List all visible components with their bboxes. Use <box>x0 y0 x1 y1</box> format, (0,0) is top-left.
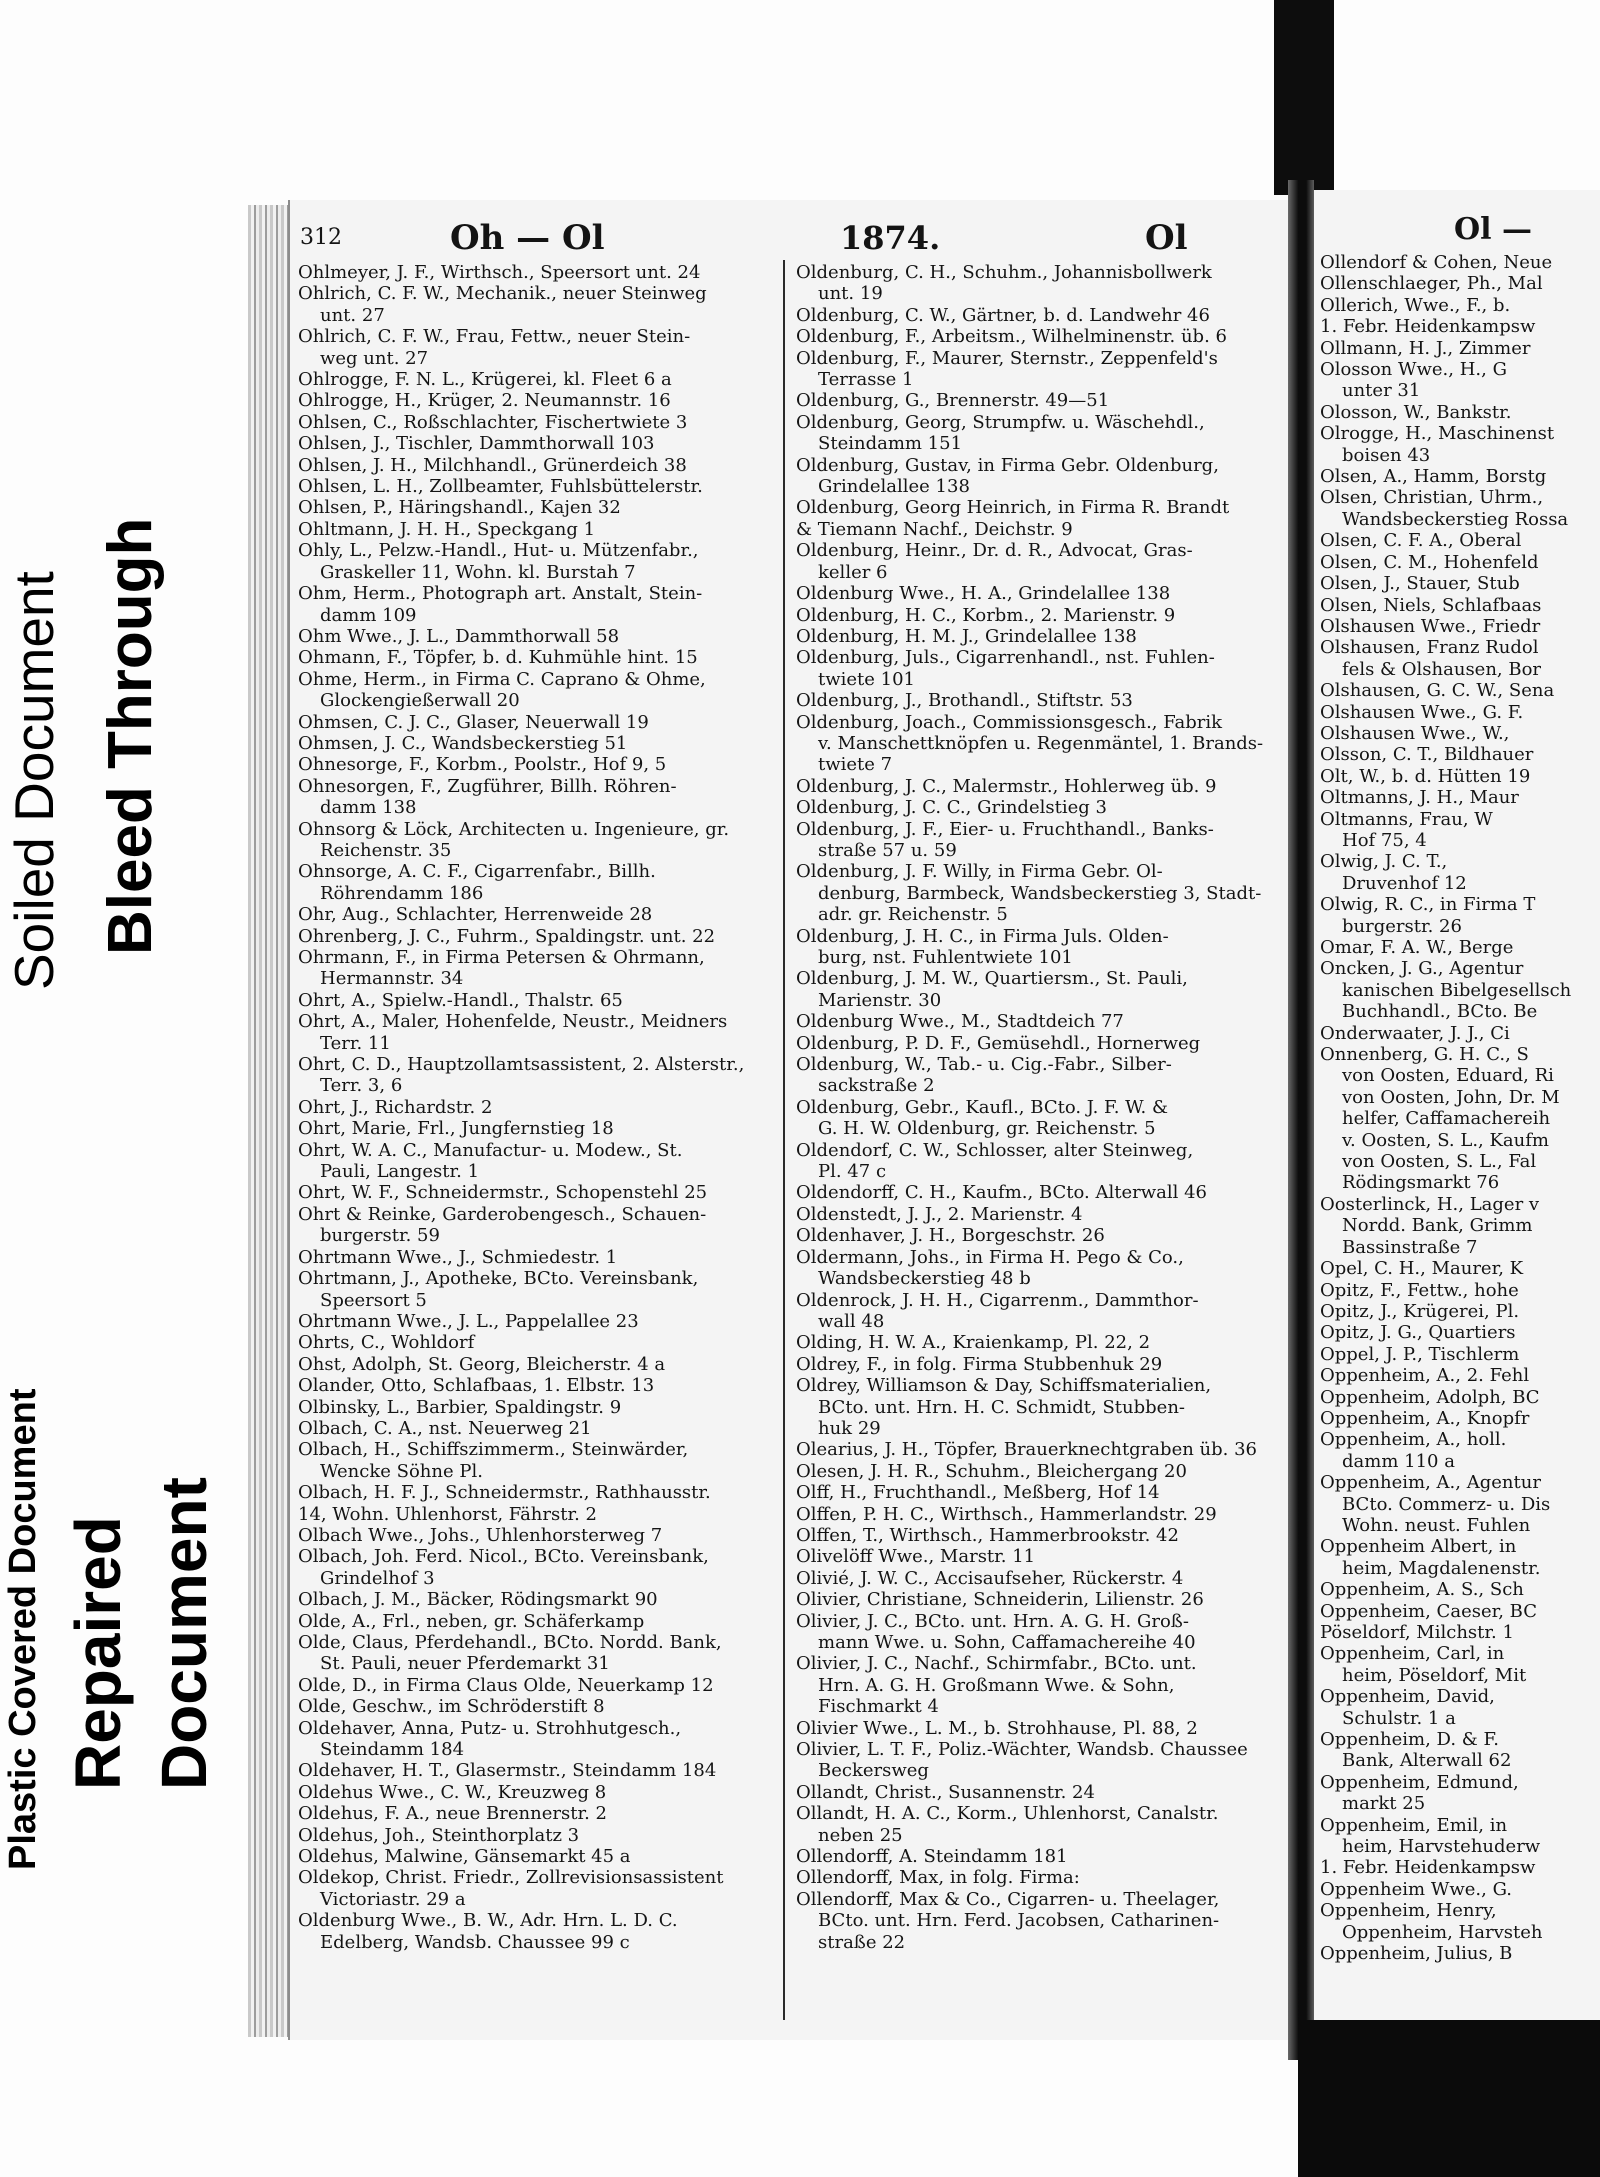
directory-entry: Opitz, J., Krügerei, Pl. <box>1320 1300 1520 1322</box>
label-repaired-line-2: Document <box>148 1477 220 1790</box>
right-column-entries <box>796 262 1282 1953</box>
directory-entry: Olwig, R. C., in Firma T <box>1320 894 1536 916</box>
directory-entry: Ollendorff, Max & Co., Cigarren- u. Theelager, <box>796 1888 1220 1910</box>
column-divider <box>783 260 785 2020</box>
directory-entry: Olbinsky, L., Barbier, Spaldingstr. 9 <box>298 1396 622 1418</box>
directory-entry: Oldendorff, C. H., Kaufm., BCto. Alterwall 46 <box>796 1182 1207 1204</box>
directory-entry: unt. 27 <box>320 304 385 326</box>
directory-entry: heim, Pöseldorf, Mit <box>1342 1664 1527 1686</box>
directory-entry: Oppenheim, Henry, <box>1320 1900 1497 1922</box>
directory-entry: Ollendorff, A. Steindamm 181 <box>796 1846 1068 1868</box>
directory-entry: Ohrtmann, J., Apotheke, BCto. Vereinsbank, <box>298 1268 699 1290</box>
directory-entry: G. H. W. Oldenburg, gr. Reichenstr. 5 <box>818 1118 1156 1140</box>
directory-entry: Ohrenberg, J. C., Fuhrm., Spaldingstr. unt. 22 <box>298 925 716 947</box>
directory-entry: Oldehaver, H. T., Glasermstr., Steindamm 184 <box>298 1760 717 1782</box>
directory-entry: Oldenburg Wwe., M., Stadtdeich 77 <box>796 1011 1124 1033</box>
directory-entry: Ollenschlaeger, Ph., Mal <box>1320 273 1543 295</box>
directory-entry: Oppenheim, A., Agentur <box>1320 1472 1541 1494</box>
directory-page <box>288 200 1290 2040</box>
directory-entry: Olde, A., Frl., neben, gr. Schäferkamp <box>298 1610 645 1632</box>
directory-entry: wall 48 <box>818 1310 885 1332</box>
directory-entry: Oldenburg, Juls., Cigarrenhandl., nst. Fuhlen- <box>796 647 1215 669</box>
directory-entry: Oldenburg, W., Tab.- u. Cig.-Fabr., Silber- <box>796 1054 1172 1076</box>
directory-entry: heim, Harvstehuderw <box>1342 1836 1541 1858</box>
directory-entry: BCto. unt. Hrn. H. C. Schmidt, Stubben- <box>818 1396 1186 1418</box>
black-bookmark-ribbon <box>1274 0 1334 195</box>
directory-entry: Ohlrogge, H., Krüger, 2. Neumannstr. 16 <box>298 390 671 412</box>
directory-entry: Olbach, C. A., nst. Neuerweg 21 <box>298 1417 592 1439</box>
left-column-entries <box>298 262 772 1953</box>
directory-entry: Olshausen, G. C. W., Sena <box>1320 680 1555 702</box>
document-type-labels <box>0 0 230 2177</box>
directory-entry: von Oosten, John, Dr. M <box>1342 1086 1560 1108</box>
directory-entry: Oldenburg, Joach., Commissionsgesch., Fabrik <box>796 711 1223 733</box>
directory-entry: Oldendorf, C. W., Schlosser, alter Steinweg, <box>796 1139 1194 1161</box>
directory-entry: damm 138 <box>320 797 417 819</box>
directory-entry: Beckersweg <box>818 1760 929 1782</box>
left-guide-word: Oh — Ol <box>450 218 605 258</box>
directory-entry: Oldenburg, Heinr., Dr. d. R., Advocat, Gras- <box>796 540 1193 562</box>
directory-entry: Oppenheim, Carl, in <box>1320 1643 1505 1665</box>
directory-entry: Olbach, H., Schiffszimmerm., Steinwärder, <box>298 1439 689 1461</box>
directory-entry: Ollendorff, Max, in folg. Firma: <box>796 1867 1080 1889</box>
directory-entry: Grindelhof 3 <box>320 1567 435 1589</box>
directory-entry: Olsen, J., Stauer, Stub <box>1320 573 1520 595</box>
directory-entry: twiete 7 <box>818 754 893 776</box>
directory-entry: adr. gr. Reichenstr. 5 <box>818 904 1008 926</box>
directory-entry: Olshausen Wwe., W., <box>1320 722 1510 744</box>
directory-entry: Olsson, C. T., Bildhauer <box>1320 744 1534 766</box>
directory-entry: mann Wwe. u. Sohn, Caffamachereihe 40 <box>818 1632 1196 1653</box>
directory-entry: Ohr, Aug., Schlachter, Herrenweide 28 <box>298 904 653 926</box>
directory-entry: Ohm, Herm., Photograph art. Anstalt, Stein- <box>298 583 703 605</box>
directory-entry: Oldrey, Williamson & Day, Schiffsmaterialien, <box>796 1375 1212 1397</box>
directory-entry: Ohrmann, F., in Firma Petersen & Ohrmann, <box>298 947 705 968</box>
directory-entry: Oldrey, F., in folg. Firma Stubbenhuk 29 <box>796 1353 1163 1375</box>
directory-entry: keller 6 <box>818 561 888 583</box>
directory-entry: burgerstr. 59 <box>320 1225 440 1247</box>
directory-entry: fels & Olshausen, Bor <box>1342 658 1542 680</box>
directory-entry: Hermannstr. 34 <box>320 968 464 990</box>
directory-entry: Ollendorf & Cohen, Neue <box>1320 252 1553 273</box>
directory-entry: Wandsbeckerstieg Rossa <box>1342 508 1569 530</box>
directory-entry: neben 25 <box>818 1824 903 1846</box>
directory-entry: unter 31 <box>1342 380 1421 402</box>
directory-entry: Ohrt, A., Maler, Hohenfelde, Neustr., Meidners <box>298 1011 728 1033</box>
directory-entry: Hrn. A. G. H. Großmann Wwe. & Sohn, <box>818 1674 1175 1696</box>
directory-entry: Oppenheim, A., 2. Fehl <box>1320 1365 1530 1387</box>
directory-entry: Olsen, Niels, Schlafbaas <box>1320 594 1542 616</box>
directory-entry: Wandsbeckerstieg 48 b <box>818 1268 1031 1290</box>
facing-page-fragment <box>1314 190 1600 2020</box>
directory-entry: Oldenburg, J. F., Eier- u. Fruchthandl., Banks- <box>796 818 1214 840</box>
directory-entry: damm 110 a <box>1342 1450 1455 1472</box>
directory-entry: Oldenburg, Gustav, in Firma Gebr. Oldenburg, <box>796 454 1219 476</box>
directory-entry: Olt, W., b. d. Hütten 19 <box>1320 765 1531 787</box>
directory-entry: Oldenstedt, J. J., 2. Marienstr. 4 <box>796 1203 1083 1225</box>
directory-entry: Wohn. neust. Fuhlen <box>1342 1514 1531 1536</box>
directory-entry: Ohlrich, C. F. W., Mechanik., neuer Steinweg <box>298 283 707 305</box>
directory-entry: Oldehus, F. A., neue Brennerstr. 2 <box>298 1803 607 1825</box>
directory-entry: Ohrtmann Wwe., J. L., Pappelallee 23 <box>298 1310 639 1332</box>
directory-entry: Olff, H., Fruchthandl., Meßberg, Hof 14 <box>796 1482 1160 1504</box>
directory-entry: von Oosten, S. L., Fal <box>1342 1151 1537 1173</box>
directory-entry: Grindelallee 138 <box>818 476 970 498</box>
directory-entry: Olander, Otto, Schlafbaas, 1. Elbstr. 13 <box>298 1375 655 1397</box>
directory-entry: Wencke Söhne Pl. <box>320 1460 483 1482</box>
directory-entry: Olffen, P. H. C., Wirthsch., Hammerlandstr. 29 <box>796 1503 1217 1525</box>
book-page-edges <box>248 205 288 2037</box>
scanner-background <box>1298 2020 1600 2177</box>
directory-entry: Röhrendamm 186 <box>320 882 484 904</box>
directory-entry: v. Oosten, S. L., Kaufm <box>1342 1129 1549 1151</box>
directory-entry: St. Pauli, neuer Pferdemarkt 31 <box>320 1653 610 1675</box>
directory-entry: Oldenburg, F., Arbeitsm., Wilhelminenstr. üb. 6 <box>796 326 1227 348</box>
directory-entry: Schulstr. 1 a <box>1342 1707 1456 1729</box>
directory-entry: Olosson Wwe., H., G <box>1320 359 1507 381</box>
directory-entry: Oldenburg, J. F. Willy, in Firma Gebr. Ol- <box>796 861 1163 883</box>
directory-entry: Ohm Wwe., J. L., Dammthorwall 58 <box>298 625 620 647</box>
directory-entry: damm 109 <box>320 604 417 626</box>
directory-entry: Ohrt, W. F., Schneidermstr., Schopenstehl 25 <box>298 1182 708 1204</box>
directory-entry: Oldenburg, Georg Heinrich, in Firma R. Brandt <box>796 497 1230 519</box>
directory-entry: Ohrt, W. A. C., Manufactur- u. Modew., St. <box>298 1139 683 1161</box>
directory-entry: Oosterlinck, H., Lager v <box>1320 1193 1540 1215</box>
facing-page-guide-word: Ol — <box>1454 212 1532 247</box>
directory-entry: Ohmann, F., Töpfer, b. d. Kuhmühle hint. 15 <box>298 647 698 669</box>
directory-entry: Marienstr. 30 <box>818 989 942 1011</box>
directory-entry: Ollerich, Wwe., F., b. <box>1320 294 1511 316</box>
directory-entry: Ohrtmann Wwe., J., Schmiedestr. 1 <box>298 1246 618 1268</box>
directory-entry: Oldenburg, H. M. J., Grindelallee 138 <box>796 625 1137 647</box>
directory-entry: Hof 75, 4 <box>1342 829 1427 851</box>
directory-entry: Olde, D., in Firma Claus Olde, Neuerkamp 12 <box>298 1674 714 1696</box>
directory-entry: kanischen Bibelgesellsch <box>1342 979 1572 1001</box>
directory-entry: Oldenburg Wwe., B. W., Adr. Hrn. L. D. C. <box>298 1910 678 1932</box>
directory-entry: Oldenburg, J. M. W., Quartiersm., St. Pauli, <box>796 968 1188 990</box>
directory-entry: Glockengießerwall 20 <box>320 690 520 712</box>
directory-entry: Oldenburg, C. H., Schuhm., Johannisbollwerk <box>796 262 1212 283</box>
label-soiled-document: Soiled Document <box>3 571 65 990</box>
directory-entry: Ohlsen, L. H., Zollbeamter, Fuhlsbüttelerstr. <box>298 476 703 498</box>
directory-entry: Olrogge, H., Maschinenst <box>1320 423 1555 445</box>
directory-entry: heim, Magdalenenstr. <box>1342 1557 1541 1579</box>
directory-entry: Ohlmeyer, J. F., Wirthsch., Speersort unt. 24 <box>298 262 701 283</box>
directory-entry: Olbach, H. F. J., Schneidermstr., Rathhausstr. <box>298 1482 711 1504</box>
running-head <box>300 218 1282 258</box>
directory-entry: Olivier, L. T. F., Poliz.-Wächter, Wandsb. Chaussee <box>796 1739 1248 1761</box>
directory-entry: Oppenheim, A. S., Sch <box>1320 1579 1524 1601</box>
directory-entry: Olding, H. W. A., Kraienkamp, Pl. 22, 2 <box>796 1332 1151 1354</box>
directory-entry: Ohlsen, P., Häringshandl., Kajen 32 <box>298 497 621 519</box>
label-repaired-line-1: Repaired <box>62 1516 134 1790</box>
directory-entry: Olearius, J. H., Töpfer, Brauerknechtgraben üb. 36 <box>796 1439 1257 1461</box>
directory-entry: Oldenburg, C. W., Gärtner, b. d. Landwehr 46 <box>796 304 1210 326</box>
directory-entry: Oldenburg, P. D. F., Gemüsehdl., Hornerweg <box>796 1032 1201 1054</box>
directory-entry: burg, nst. Fuhlentwiete 101 <box>818 947 1073 968</box>
directory-entry: Oppenheim, Emil, in <box>1320 1814 1508 1836</box>
directory-entry: Oppenheim Wwe., G. <box>1320 1878 1513 1900</box>
directory-entry: 1. Febr. Heidenkampsw <box>1320 316 1536 338</box>
directory-entry: Ohlsen, C., Roßschlachter, Fischertwiete 3 <box>298 411 688 433</box>
page-number: 312 <box>300 225 342 250</box>
directory-entry: & Tiemann Nachf., Deichstr. 9 <box>796 518 1073 540</box>
directory-entry: Ohlsen, J. H., Milchhandl., Grünerdeich 38 <box>298 454 687 476</box>
directory-entry: von Oosten, Eduard, Ri <box>1342 1065 1554 1087</box>
directory-entry: Ohrts, C., Wohldorf <box>298 1332 475 1354</box>
directory-entry: Onnenberg, G. H. C., S <box>1320 1044 1529 1066</box>
directory-entry: Olbach, Joh. Ferd. Nicol., BCto. Vereinsbank, <box>298 1546 709 1568</box>
directory-entry: Opel, C. H., Maurer, K <box>1320 1258 1524 1280</box>
directory-entry: Oldenburg, J. H. C., in Firma Juls. Olden- <box>796 925 1169 947</box>
right-guide-word: Ol <box>1145 218 1188 258</box>
directory-entry: BCto. unt. Hrn. Ferd. Jacobsen, Catharinen- <box>818 1910 1220 1932</box>
directory-entry: Olbach Wwe., Johs., Uhlenhorsterweg 7 <box>298 1524 663 1546</box>
directory-entry: Onderwaater, J. J., Ci <box>1320 1022 1510 1044</box>
directory-entry: weg unt. 27 <box>320 347 429 369</box>
directory-entry: Terrasse 1 <box>818 369 914 391</box>
directory-entry: Edelberg, Wandsb. Chaussee 99 c <box>320 1931 630 1953</box>
directory-entry: Victoriastr. 29 a <box>320 1888 466 1910</box>
directory-entry: Ohnesorgen, F., Zugführer, Billh. Röhren- <box>298 775 677 797</box>
directory-entry: Opitz, F., Fettw., hohe <box>1320 1279 1519 1301</box>
document-scan <box>248 0 1600 2177</box>
directory-entry: Steindamm 184 <box>320 1739 465 1761</box>
directory-entry: Oldenburg, J. C. C., Grindelstieg 3 <box>796 797 1107 819</box>
directory-entry: Speersort 5 <box>320 1289 427 1311</box>
directory-entry: Oncken, J. G., Agentur <box>1320 958 1524 980</box>
directory-entry: Ohly, L., Pelzw.-Handl., Hut- u. Mützenfabr., <box>298 540 699 562</box>
directory-entry: Fischmarkt 4 <box>818 1696 939 1718</box>
directory-entry: Pl. 47 c <box>818 1161 887 1183</box>
directory-entry: Oltmanns, Frau, W <box>1320 808 1493 830</box>
directory-entry: Oldenburg, J., Brothandl., Stiftstr. 53 <box>796 690 1133 712</box>
directory-entry: Oldehus, Malwine, Gänsemarkt 45 a <box>298 1846 631 1868</box>
directory-entry: Oldehus Wwe., C. W., Kreuzweg 8 <box>298 1781 607 1803</box>
directory-entry: Ohrt, A., Spielw.-Handl., Thalstr. 65 <box>298 989 623 1011</box>
directory-entry: burgerstr. 26 <box>1342 915 1462 937</box>
directory-entry: denburg, Barmbeck, Wandsbeckerstieg 3, Stadt- <box>818 882 1262 904</box>
directory-entry: Olffen, T., Wirthsch., Hammerbrookstr. 42 <box>796 1524 1179 1546</box>
directory-entry: Ohlsen, J., Tischler, Dammthorwall 103 <box>298 433 655 455</box>
directory-entry: Olshausen, Franz Rudol <box>1320 637 1539 659</box>
directory-entry: Ohltmann, J. H. H., Speckgang 1 <box>298 518 596 540</box>
directory-entry: Oppenheim, Adolph, BC <box>1320 1386 1540 1408</box>
directory-entry: boisen 43 <box>1342 444 1431 466</box>
directory-entry: Oldenburg, H. C., Korbm., 2. Marienstr. 9 <box>796 604 1176 626</box>
directory-entry: Oldenhaver, J. H., Borgeschstr. 26 <box>796 1225 1105 1247</box>
directory-entry: Ohst, Adolph, St. Georg, Bleicherstr. 4 a <box>298 1353 666 1375</box>
directory-entry: Oppenheim, David, <box>1320 1686 1495 1708</box>
directory-entry: Oldenburg, G., Brennerstr. 49—51 <box>796 390 1110 412</box>
directory-entry: Oppenheim, D. & F. <box>1320 1729 1499 1751</box>
directory-entry: Ohmsen, C. J. C., Glaser, Neuerwall 19 <box>298 711 649 733</box>
directory-entry: Ollandt, H. A. C., Korm., Uhlenhorst, Canalstr. <box>796 1803 1219 1825</box>
directory-entry: Olbach, J. M., Bäcker, Rödingsmarkt 90 <box>298 1589 658 1611</box>
directory-entry: Ohlrich, C. F. W., Frau, Fettw., neuer Stein- <box>298 326 691 348</box>
directory-entry: 1. Febr. Heidenkampsw <box>1320 1857 1536 1879</box>
directory-entry: Olsen, A., Hamm, Borstg <box>1320 466 1547 488</box>
directory-entry: helfer, Caffamachereih <box>1342 1108 1551 1130</box>
directory-entry: v. Manschettknöpfen u. Regenmäntel, 1. Brands- <box>818 732 1264 754</box>
directory-entry: sackstraße 2 <box>818 1075 935 1097</box>
directory-entry: Bank, Alterwall 62 <box>1342 1750 1512 1772</box>
directory-entry: straße 57 u. 59 <box>818 839 957 861</box>
directory-entry: Nordd. Bank, Grimm <box>1342 1215 1533 1237</box>
directory-entry: Ohme, Herm., in Firma C. Caprano & Ohme, <box>298 668 706 690</box>
directory-entry: Buchhandl., BCto. Be <box>1342 1001 1538 1023</box>
directory-entry: Druvenhof 12 <box>1342 872 1467 894</box>
directory-entry: Olsen, C. M., Hohenfeld <box>1320 551 1539 573</box>
directory-entry: Olwig, J. C. T., <box>1320 851 1448 873</box>
directory-entry: Oldekop, Christ. Friedr., Zollrevisionsassistent <box>298 1867 724 1889</box>
directory-entry: Ohnsorge, A. C. F., Cigarrenfabr., Billh. <box>298 861 656 883</box>
directory-entry: Oppenheim, Edmund, <box>1320 1771 1519 1793</box>
directory-entry: Oldenburg, F., Maurer, Sternstr., Zeppenfeld's <box>796 347 1218 369</box>
directory-entry: Ohrt, Marie, Frl., Jungfernstieg 18 <box>298 1118 614 1140</box>
directory-entry: Olivié, J. W. C., Accisaufseher, Rückerstr. 4 <box>796 1567 1184 1589</box>
directory-entry: Ohnsorg & Löck, Architecten u. Ingenieure, gr. <box>298 818 730 840</box>
directory-entry: Olivier, Christiane, Schneiderin, Lilienstr. 26 <box>796 1589 1204 1611</box>
directory-entry: Oppenheim, Caeser, BC <box>1320 1600 1538 1622</box>
directory-entry: Ohmsen, J. C., Wandsbeckerstieg 51 <box>298 732 628 754</box>
directory-entry: Oppenheim Albert, in <box>1320 1536 1517 1558</box>
directory-entry: Olivier, J. C., BCto. unt. Hrn. A. G. H. Groß- <box>796 1610 1189 1632</box>
directory-entry: Oppenheim, A., holl. <box>1320 1429 1507 1451</box>
directory-entry: Ollandt, Christ., Susannenstr. 24 <box>796 1781 1095 1803</box>
directory-entry: Oppel, J. P., Tischlerm <box>1320 1343 1520 1365</box>
directory-entry: Ollmann, H. J., Zimmer <box>1320 337 1531 359</box>
directory-entry: Oldehus, Joh., Steinthorplatz 3 <box>298 1824 580 1846</box>
directory-entry: 14, Wohn. Uhlenhorst, Fährstr. 2 <box>298 1503 597 1525</box>
directory-entry: markt 25 <box>1342 1793 1426 1815</box>
directory-entry: Olivier Wwe., L. M., b. Strohhause, Pl. 88, 2 <box>796 1717 1198 1739</box>
directory-entry: Opitz, J. G., Quartiers <box>1320 1322 1516 1344</box>
directory-entry: Pöseldorf, Milchstr. 1 <box>1320 1622 1514 1643</box>
directory-entry: Olshausen Wwe., Friedr <box>1320 615 1541 637</box>
directory-entry: Terr. 3, 6 <box>320 1075 403 1097</box>
directory-entry: Oldenburg, Gebr., Kaufl., BCto. J. F. W. & <box>796 1096 1168 1118</box>
directory-entry: Oppenheim, A., Knopfr <box>1320 1407 1530 1429</box>
label-bleed-through: Bleed Through <box>96 517 165 955</box>
directory-entry: Olsen, Christian, Uhrm., <box>1320 487 1544 509</box>
directory-entry: straße 22 <box>818 1931 906 1953</box>
directory-entry: Terr. 11 <box>320 1032 391 1054</box>
directory-entry: Ohrt, J., Richardstr. 2 <box>298 1096 493 1118</box>
directory-entry: Rödingsmarkt 76 <box>1342 1172 1500 1194</box>
directory-entry: twiete 101 <box>818 668 916 690</box>
book-gutter <box>1288 180 1314 2060</box>
directory-entry: unt. 19 <box>818 283 883 305</box>
directory-entry: Olivier, J. C., Nachf., Schirmfabr., BCto. unt. <box>796 1653 1197 1675</box>
directory-entry: Pauli, Langestr. 1 <box>320 1161 480 1183</box>
directory-entry: Olosson, W., Bankstr. <box>1320 401 1512 423</box>
directory-entry: Oppenheim, Harvsteh <box>1342 1921 1543 1943</box>
directory-entry: Olsen, C. F. A., Oberal <box>1320 530 1522 552</box>
directory-entry: Oldermann, Johs., in Firma H. Pego & Co., <box>796 1246 1184 1268</box>
directory-entry: Steindamm 151 <box>818 433 963 455</box>
directory-entry: Olde, Geschw., im Schröderstift 8 <box>298 1696 605 1718</box>
label-plastic-covered-document: Plastic Covered Document <box>2 1388 44 1870</box>
directory-entry: Oldenburg Wwe., H. A., Grindelallee 138 <box>796 583 1171 605</box>
directory-entry: Oldenrock, J. H. H., Cigarrenm., Dammthor- <box>796 1289 1199 1311</box>
directory-entry: Olde, Claus, Pferdehandl., BCto. Nordd. Bank, <box>298 1632 722 1653</box>
directory-entry: Oldehaver, Anna, Putz- u. Strohhutgesch., <box>298 1717 682 1739</box>
directory-entry: Olshausen Wwe., G. F. <box>1320 701 1524 723</box>
label-repaired-document <box>55 1477 227 1790</box>
year-heading: 1874. <box>840 219 941 257</box>
directory-entry: Olesen, J. H. R., Schuhm., Bleichergang 20 <box>796 1460 1187 1482</box>
directory-entry: huk 29 <box>818 1417 881 1439</box>
directory-entry: Ohrt, C. D., Hauptzollamtsassistent, 2. Alsterstr., <box>298 1054 745 1076</box>
directory-entry: BCto. Commerz- u. Dis <box>1342 1493 1551 1515</box>
directory-entry: Graskeller 11, Wohn. kl. Burstah 7 <box>320 561 636 583</box>
facing-page-entries <box>1320 252 1600 1965</box>
directory-entry: Bassinstraße 7 <box>1342 1236 1478 1258</box>
directory-entry: Oldenburg, J. C., Malermstr., Hohlerweg üb. 9 <box>796 775 1217 797</box>
directory-entry: Omar, F. A. W., Berge <box>1320 937 1514 958</box>
directory-entry: Reichenstr. 35 <box>320 839 452 861</box>
directory-entry: Ohrt & Reinke, Garderobengesch., Schauen- <box>298 1203 707 1225</box>
directory-entry: Ohnesorge, F., Korbm., Poolstr., Hof 9, 5 <box>298 754 667 776</box>
directory-entry: Oppenheim, Julius, B <box>1320 1943 1513 1965</box>
directory-entry: Oldenburg, Georg, Strumpfw. u. Wäschehdl., <box>796 411 1205 433</box>
directory-entry: Ohlrogge, F. N. L., Krügerei, kl. Fleet 6 a <box>298 369 672 391</box>
directory-entry: Olivelöff Wwe., Marstr. 11 <box>796 1546 1036 1568</box>
directory-entry: Oltmanns, J. H., Maur <box>1320 787 1519 809</box>
